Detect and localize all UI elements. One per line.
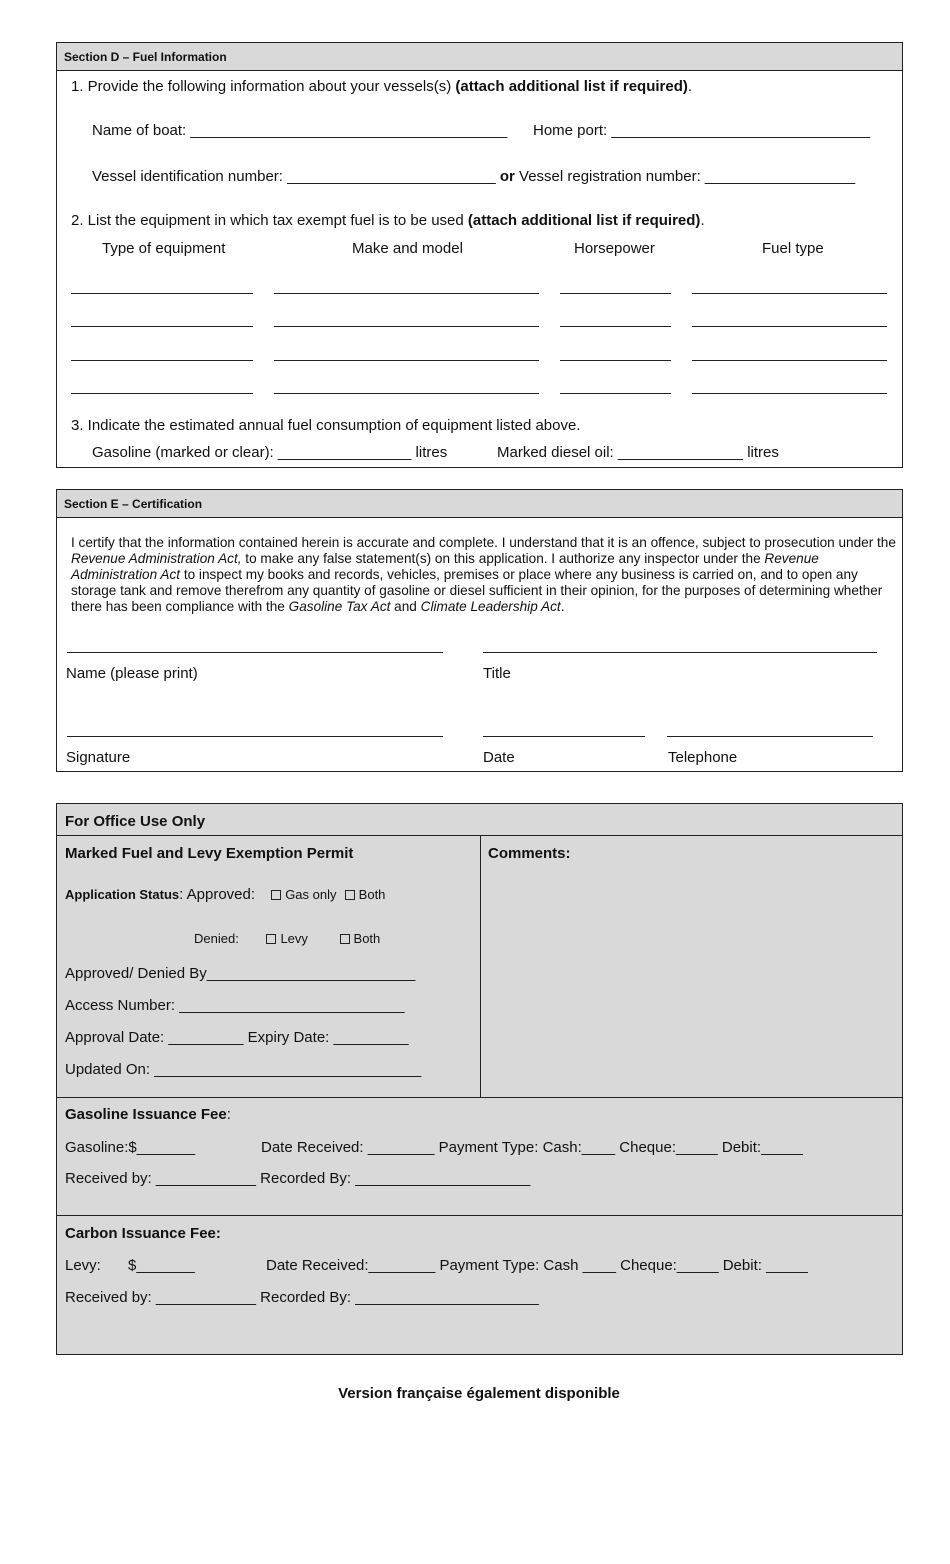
gas-only-option[interactable]: Gas only — [271, 887, 336, 902]
date-label: Date — [483, 749, 515, 766]
french-version-note: Version française également disponible — [338, 1385, 620, 1402]
gasoline-received-field[interactable]: Received by: ____________ Recorded By: _____________________ — [65, 1170, 531, 1187]
application-status-row: Application Status: Approved: Gas only Both — [65, 886, 386, 903]
title-label: Title — [483, 665, 511, 682]
certification-text: I certify that the information contained herein is accurate and complete. I understand that it is an offence, subject to prosecution under the Revenue Administration Act, to make any false statement(s) on this application. I authorize any inspector under the Revenue Administration Act to inspect my books and records, vehicles, premises or place where any business is carried on, and to open any storage tank and remove therefrom any quantity of gasoline or diesel sufficient in their opinion, for the purposes of determining whether there has been compliance with the Gasoline Tax Act and Climate Leadership Act. — [71, 535, 896, 614]
carbon-payment-field[interactable]: Date Received:________ Payment Type: Cash ____ Cheque:_____ Debit: _____ — [266, 1257, 808, 1274]
col-horsepower: Horsepower — [574, 240, 655, 257]
section-e — [56, 489, 903, 772]
col-fuel-type: Fuel type — [762, 240, 824, 257]
updated-on-field[interactable]: Updated On: ________________________________ — [65, 1061, 422, 1078]
telephone-label: Telephone — [668, 749, 738, 766]
title-line[interactable] — [483, 652, 877, 653]
gasoline-consumption-field[interactable]: Gasoline (marked or clear): ________________ litres — [92, 444, 448, 461]
gasoline-amount-field[interactable]: Gasoline:$_______ — [65, 1139, 196, 1156]
office-use-section — [56, 803, 903, 1355]
section-d — [56, 42, 903, 468]
signature-label: Signature — [66, 749, 131, 766]
signature-line[interactable] — [67, 736, 443, 737]
levy-label: Levy: — [65, 1257, 101, 1274]
approval-expiry-date-field[interactable]: Approval Date: _________ Expiry Date: _________ — [65, 1029, 409, 1046]
section-d-header: Section D – Fuel Information — [57, 43, 902, 71]
section-e-header: Section E – Certification — [57, 490, 902, 518]
access-number-field[interactable]: Access Number: ___________________________ — [65, 997, 405, 1014]
col-type-of-equipment: Type of equipment — [102, 240, 226, 257]
telephone-line[interactable] — [667, 736, 873, 737]
comments-label: Comments: — [488, 845, 571, 862]
gasoline-fee-title: Gasoline Issuance Fee: — [65, 1106, 231, 1123]
levy-option[interactable]: Levy — [266, 931, 307, 946]
levy-checkbox[interactable] — [266, 934, 276, 944]
carbon-fee-title: Carbon Issuance Fee: — [65, 1225, 221, 1242]
both-approved-checkbox[interactable] — [345, 890, 355, 900]
name-label: Name (please print) — [66, 665, 198, 682]
question-2: 2. List the equipment in which tax exempt fuel is to be used (attach additional list if required). — [71, 212, 705, 229]
both-option-denied[interactable]: Both — [340, 931, 381, 946]
name-line[interactable] — [67, 652, 443, 653]
approved-denied-by-field[interactable]: Approved/ Denied By_________________________ — [65, 965, 416, 982]
question-3: 3. Indicate the estimated annual fuel consumption of equipment listed above. — [71, 417, 581, 434]
col-make-and-model: Make and model — [352, 240, 463, 257]
gas-only-checkbox[interactable] — [271, 890, 281, 900]
vessel-id-field[interactable]: Vessel identification number: _________________________ — [92, 168, 500, 185]
levy-amount-field[interactable]: $_______ — [128, 1257, 195, 1274]
both-denied-checkbox[interactable] — [340, 934, 350, 944]
vessel-registration-field[interactable]: Vessel registration number: __________________ — [514, 168, 856, 185]
home-port-field[interactable]: Home port: _______________________________ — [533, 122, 870, 139]
question-1: 1. Provide the following information about your vessels(s) (attach additional list if required). — [71, 78, 693, 95]
both-option-approved[interactable]: Both — [345, 887, 386, 902]
vessel-numbers-row: Vessel identification number: _________________________ or Vessel registration number: __________________ — [92, 168, 856, 185]
denied-row: Denied: Levy Both — [194, 931, 381, 946]
office-use-header: For Office Use Only — [65, 813, 206, 830]
carbon-received-field[interactable]: Received by: ____________ Recorded By: ______________________ — [65, 1289, 539, 1306]
name-of-boat-field[interactable]: Name of boat: ______________________________________ — [92, 122, 508, 139]
gasoline-payment-field[interactable]: Date Received: ________ Payment Type: Cash:____ Cheque:_____ Debit:_____ — [261, 1139, 803, 1156]
permit-title: Marked Fuel and Levy Exemption Permit — [65, 845, 354, 862]
diesel-consumption-field[interactable]: Marked diesel oil: _______________ litres — [497, 444, 779, 461]
date-line[interactable] — [483, 736, 645, 737]
